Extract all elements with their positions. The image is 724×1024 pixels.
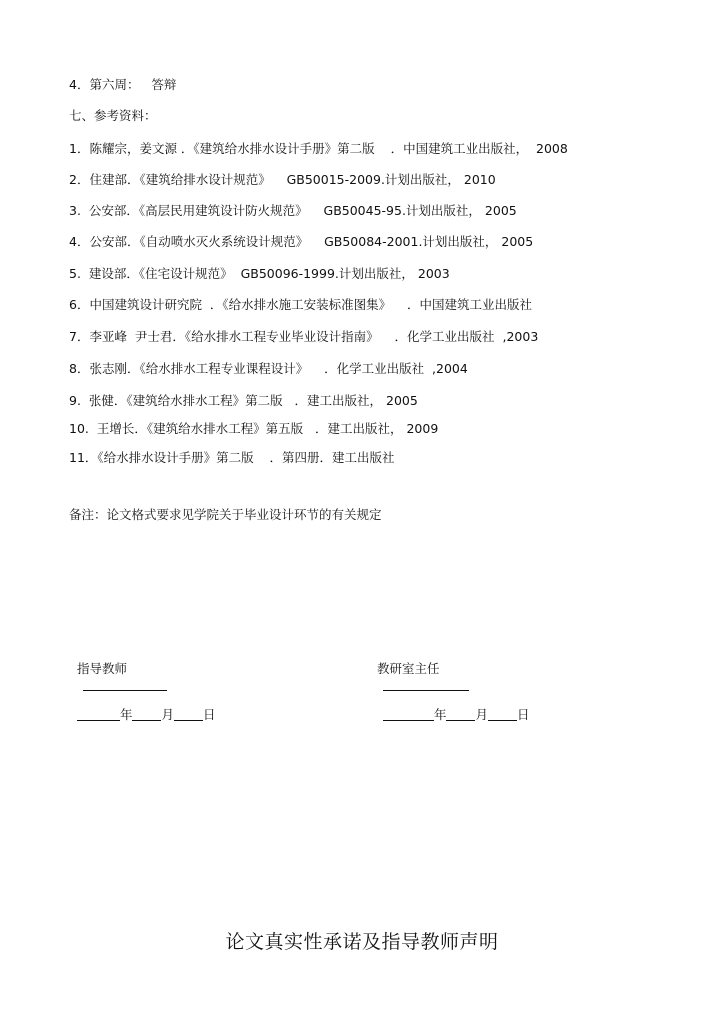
day-blank[interactable]	[488, 707, 517, 721]
year-label: 年	[119, 707, 133, 722]
reference-item: 7．李亚峰 尹士君．《给水排水工程专业毕业设计指南》 ．化学工业出版社 ,2003	[69, 329, 539, 344]
advisor-date	[69, 691, 216, 723]
reference-item: 9. 张健．《建筑给水排水工程》第二版 ．建工出版社， 2005	[69, 393, 418, 408]
reference-item: 11．《给水排水设计手册》第二版 ．第四册．建工出版社	[69, 450, 395, 465]
day-label: 日	[202, 707, 216, 722]
reference-item: 5. 建设部．《住宅设计规范》 GB50096-1999.计划出版社， 2003	[69, 266, 450, 281]
director-label: 教研室主任	[376, 661, 440, 676]
section-title: 论文真实性承诺及指导教师声明	[225, 931, 499, 953]
references-heading: 七、参考资料：	[69, 108, 157, 123]
month-label: 月	[475, 707, 488, 722]
reference-item: 6．中国建筑设计研究院 ．《给水排水施工安装标准图集》 ．中国建筑工业出版社	[69, 297, 533, 312]
advisor-signature-line[interactable]	[83, 677, 167, 691]
reference-item: 10. 王增长．《建筑给水排水工程》第五版 ．建工出版社， 2009	[69, 421, 439, 436]
advisor-signature	[69, 645, 167, 693]
director-signature	[369, 645, 469, 693]
week6-line: 4．第六周： 答辩	[69, 77, 177, 92]
advisor-label: 指导教师	[76, 661, 127, 676]
day-blank[interactable]	[174, 707, 203, 721]
note-text: 备注：论文格式要求见学院关于毕业设计环节的有关规定	[69, 507, 382, 522]
day-label: 日	[516, 707, 530, 722]
year-blank[interactable]	[77, 707, 120, 721]
reference-item: 4．公安部．《自动喷水灭火系统设计规范》 GB50084-2001.计划出版社， 2005	[69, 234, 534, 249]
month-blank[interactable]	[132, 707, 161, 721]
reference-item: 3. 公安部．《高层民用建筑设计防火规范》 GB50045-95.计划出版社， 2005	[69, 203, 517, 218]
reference-item: 2．住建部．《建筑给排水设计规范》 GB50015-2009.计划出版社， 2010	[69, 172, 496, 187]
year-blank[interactable]	[383, 707, 434, 721]
director-signature-line[interactable]	[383, 677, 469, 691]
year-label: 年	[433, 707, 447, 722]
month-blank[interactable]	[446, 707, 475, 721]
reference-item: 8．张志刚．《给水排水工程专业课程设计》 ．化学工业出版社 ,2004	[69, 361, 468, 376]
month-label: 月	[161, 707, 174, 722]
reference-item: 1．陈耀宗，姜文源 ．《建筑给水排水设计手册》第二版 ．中国建筑工业出版社， 2008	[69, 141, 568, 156]
director-date	[375, 691, 530, 723]
